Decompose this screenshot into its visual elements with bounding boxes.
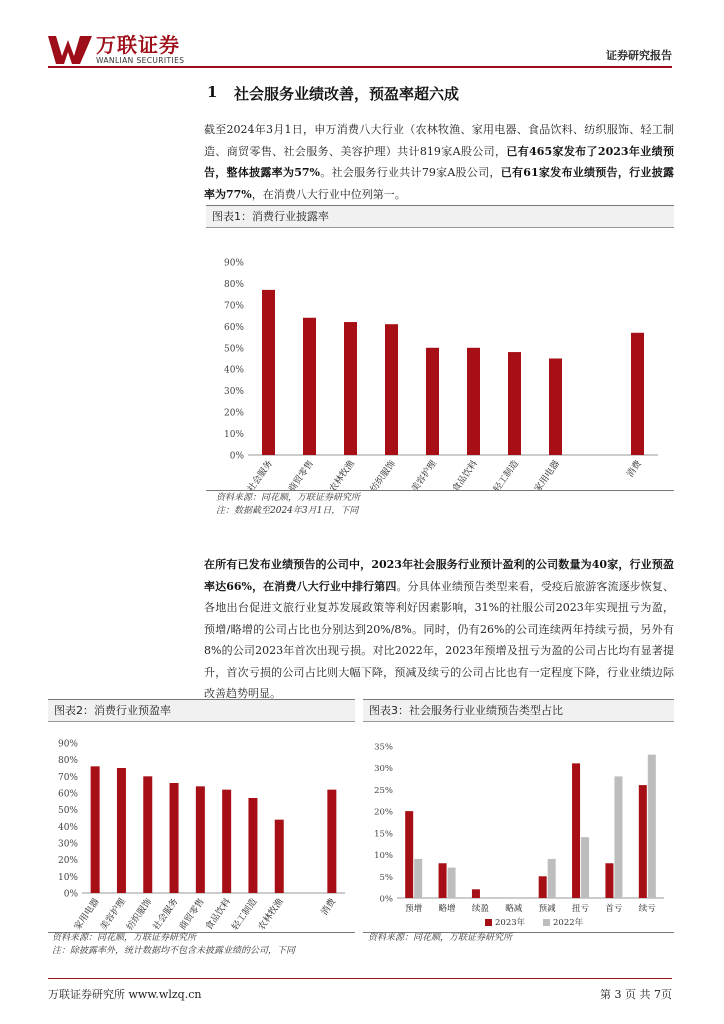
x-tick-label: 续亏 — [638, 904, 656, 914]
y-tick-label: 0% — [229, 451, 244, 462]
x-tick-label: 社会服务 — [246, 458, 275, 490]
x-tick-label: 美容护理 — [410, 458, 439, 490]
bar-社会服务 — [170, 783, 179, 893]
legend-label: 2023年 — [495, 918, 526, 928]
x-tick-label: 农林牧渔 — [256, 896, 286, 932]
y-tick-label: 40% — [57, 822, 78, 833]
x-tick-label: 轻工制造 — [492, 458, 521, 490]
x-tick-label: 纺织服饰 — [369, 458, 398, 490]
bar-预减-2023年 — [539, 876, 547, 898]
logo-w-icon — [48, 34, 92, 64]
x-tick-label: 商贸零售 — [177, 896, 207, 932]
figure-1-source-text: 资料来源：同花顺，万联证券研究所 — [216, 493, 361, 503]
y-tick-label: 10% — [374, 851, 393, 862]
y-tick-label: 70% — [57, 772, 78, 783]
bar-轻工制造 — [508, 352, 521, 455]
p1-bold-a: 已有465家发布了2023年业绩预告，整体披露率为57% — [204, 144, 674, 179]
brand-name: 万联证券 — [96, 33, 180, 57]
figure-1 — [206, 205, 674, 491]
y-tick-label: 15% — [374, 829, 393, 840]
bar-纺织服饰 — [385, 324, 398, 455]
bar-续亏-2023年 — [639, 785, 647, 898]
bar-美容护理 — [426, 348, 439, 455]
p1-text-a: 截至2024年3月1日，申万消费八大行业（农林牧渔、家用电器、食品饮料、纺织服饰、轻工制造、商贸零售、社会服务、美容护理）共计819家A股公司， — [204, 123, 674, 158]
bar-预增-2023年 — [405, 811, 413, 898]
y-tick-label: 50% — [223, 344, 244, 355]
y-tick-label: 30% — [374, 764, 393, 775]
figure-3-source — [368, 932, 512, 945]
y-tick-label: 35% — [374, 742, 393, 753]
header-divider — [48, 66, 672, 68]
p2-text: 。分具体业绩预告类型来看，受疫后旅游客流逐步恢复、各地出台促进文旅行业复苏发展政策等利好因素影响，31%的社服公司2023年实现扭亏为盈，预增/略增的公司占比也分别达到20%/8%。同时，仍有26%的公司连续两年持续亏损，另外有8%的公司2023年首次出现亏损。对比2022年，2023年预增及扭亏为盈的公司占比均有显著提升，首次亏损的公司占比则大幅下降，预减及续亏的公司占比也有一定程度下降，行业业绩边际改善趋势明显。 — [204, 579, 674, 700]
chart-disclosure-rate — [206, 228, 674, 490]
bar-食品饮料 — [467, 348, 480, 455]
report-type: 证券研究报告 — [606, 49, 672, 62]
bar-农林牧渔 — [344, 322, 357, 455]
y-tick-label: 60% — [223, 322, 244, 333]
footer-org: 万联证券研究所 www.wlzq.cn — [48, 988, 202, 1001]
figure-1-note: 注：数据截至2024年3月1日，下同 — [216, 505, 359, 516]
y-tick-label: 20% — [57, 856, 78, 867]
chart-profit-forecast-rate — [48, 722, 355, 932]
section-number: 1 — [207, 83, 218, 101]
bar-美容护理 — [117, 768, 126, 893]
x-tick-label: 预减 — [538, 904, 556, 914]
figure-2-title: 图表2：消费行业预盈率 — [48, 700, 355, 722]
x-tick-label: 消费 — [319, 896, 339, 918]
x-tick-label: 美容护理 — [99, 896, 128, 932]
legend-swatch-2023年 — [485, 919, 492, 926]
y-tick-label: 25% — [374, 785, 393, 796]
y-tick-label: 10% — [57, 872, 78, 883]
y-tick-label: 10% — [223, 430, 244, 441]
bar-农林牧渔 — [275, 820, 284, 893]
bar-家用电器 — [549, 359, 562, 456]
figure-2-note: 注：除披露率外，统计数据均不包含未披露业绩的公司，下同 — [52, 945, 296, 956]
legend-swatch-2022年 — [543, 919, 550, 926]
chart-forecast-type-share — [363, 722, 674, 932]
bar-家用电器 — [91, 766, 100, 893]
p1-text-c: ，在消费八大行业中位列第一。 — [251, 187, 406, 201]
x-tick-label: 预增 — [405, 904, 423, 914]
page-number: 第 3 页 共 7页 — [600, 988, 672, 1001]
x-tick-label: 略减 — [505, 904, 523, 914]
y-tick-label: 20% — [374, 807, 393, 818]
y-tick-label: 90% — [223, 258, 244, 269]
x-tick-label: 农林牧渔 — [328, 458, 357, 490]
bar-纺织服饰 — [143, 776, 152, 893]
x-tick-label: 食品饮料 — [451, 458, 480, 490]
brand-name-en: WANLIAN SECURITIES — [96, 56, 185, 65]
x-tick-label: 轻工制造 — [230, 896, 260, 932]
legend-label: 2022年 — [553, 918, 584, 928]
x-tick-label: 续盈 — [471, 904, 489, 914]
paragraph-1 — [204, 119, 674, 205]
y-tick-label: 50% — [57, 806, 78, 817]
y-tick-label: 0% — [63, 889, 78, 900]
bar-消费 — [327, 790, 336, 893]
y-tick-label: 5% — [379, 872, 393, 883]
x-tick-label: 食品饮料 — [204, 896, 234, 932]
bar-预减-2022年 — [548, 859, 556, 898]
x-tick-label: 略增 — [438, 904, 456, 914]
figure-2 — [48, 699, 355, 933]
bar-略增-2022年 — [448, 868, 456, 898]
x-tick-label: 首亏 — [605, 904, 623, 914]
p1-text-b: 。社会服务行业共计79家A股公司， — [320, 166, 501, 179]
x-tick-label: 扭亏 — [572, 904, 590, 914]
x-tick-label: 家用电器 — [72, 896, 102, 932]
bar-预增-2022年 — [414, 859, 422, 898]
y-tick-label: 70% — [223, 301, 244, 312]
y-tick-label: 90% — [57, 739, 78, 750]
figure-2-source-text: 资料来源：同花顺，万联证券研究所 — [52, 933, 197, 943]
x-tick-label: 消费 — [625, 458, 644, 480]
bar-略增-2023年 — [439, 863, 447, 898]
y-tick-label: 30% — [57, 839, 78, 850]
y-tick-label: 30% — [223, 387, 244, 398]
x-tick-label: 商贸零售 — [287, 458, 316, 490]
y-tick-label: 80% — [223, 279, 244, 290]
x-tick-label: 家用电器 — [533, 458, 562, 490]
bar-首亏-2023年 — [605, 863, 613, 898]
bar-商贸零售 — [303, 318, 316, 455]
x-tick-label: 纺织服饰 — [125, 896, 155, 932]
figure-3 — [363, 699, 674, 933]
bar-续盈-2023年 — [472, 889, 480, 898]
y-tick-label: 0% — [379, 894, 393, 905]
paragraph-2 — [204, 554, 674, 705]
p2-bold: 在所有已发布业绩预告的公司中，2023年社会服务行业预计盈利的公司数量为40家，行业预盈率达66%，在消费八大行业中排行第四 — [204, 558, 674, 593]
bar-续亏-2022年 — [648, 755, 656, 898]
bar-首亏-2022年 — [614, 776, 622, 898]
section-title: 社会服务业绩改善，预盈率超六成 — [234, 85, 460, 103]
bar-扭亏-2023年 — [572, 763, 580, 898]
y-tick-label: 60% — [57, 789, 78, 800]
footer-divider — [48, 978, 672, 979]
bar-轻工制造 — [248, 798, 257, 893]
bar-社会服务 — [262, 290, 275, 455]
p1-bold-b: 已有61家发布业绩预告，行业披露率为77% — [204, 166, 674, 201]
y-tick-label: 20% — [223, 408, 244, 419]
figure-1-title: 图表1：消费行业披露率 — [206, 206, 674, 228]
y-tick-label: 40% — [223, 365, 244, 376]
figure-3-title: 图表3：社会服务行业业绩预告类型占比 — [363, 700, 674, 722]
bar-扭亏-2022年 — [581, 837, 589, 898]
bar-食品饮料 — [222, 790, 231, 893]
figure-3-source-text: 资料来源：同花顺，万联证券研究所 — [368, 933, 513, 943]
x-tick-label: 社会服务 — [151, 896, 181, 932]
figure-1-source — [216, 492, 360, 517]
bar-商贸零售 — [196, 786, 205, 893]
y-tick-label: 80% — [57, 756, 78, 767]
bar-消费 — [631, 333, 644, 455]
figure-2-source — [52, 932, 295, 957]
